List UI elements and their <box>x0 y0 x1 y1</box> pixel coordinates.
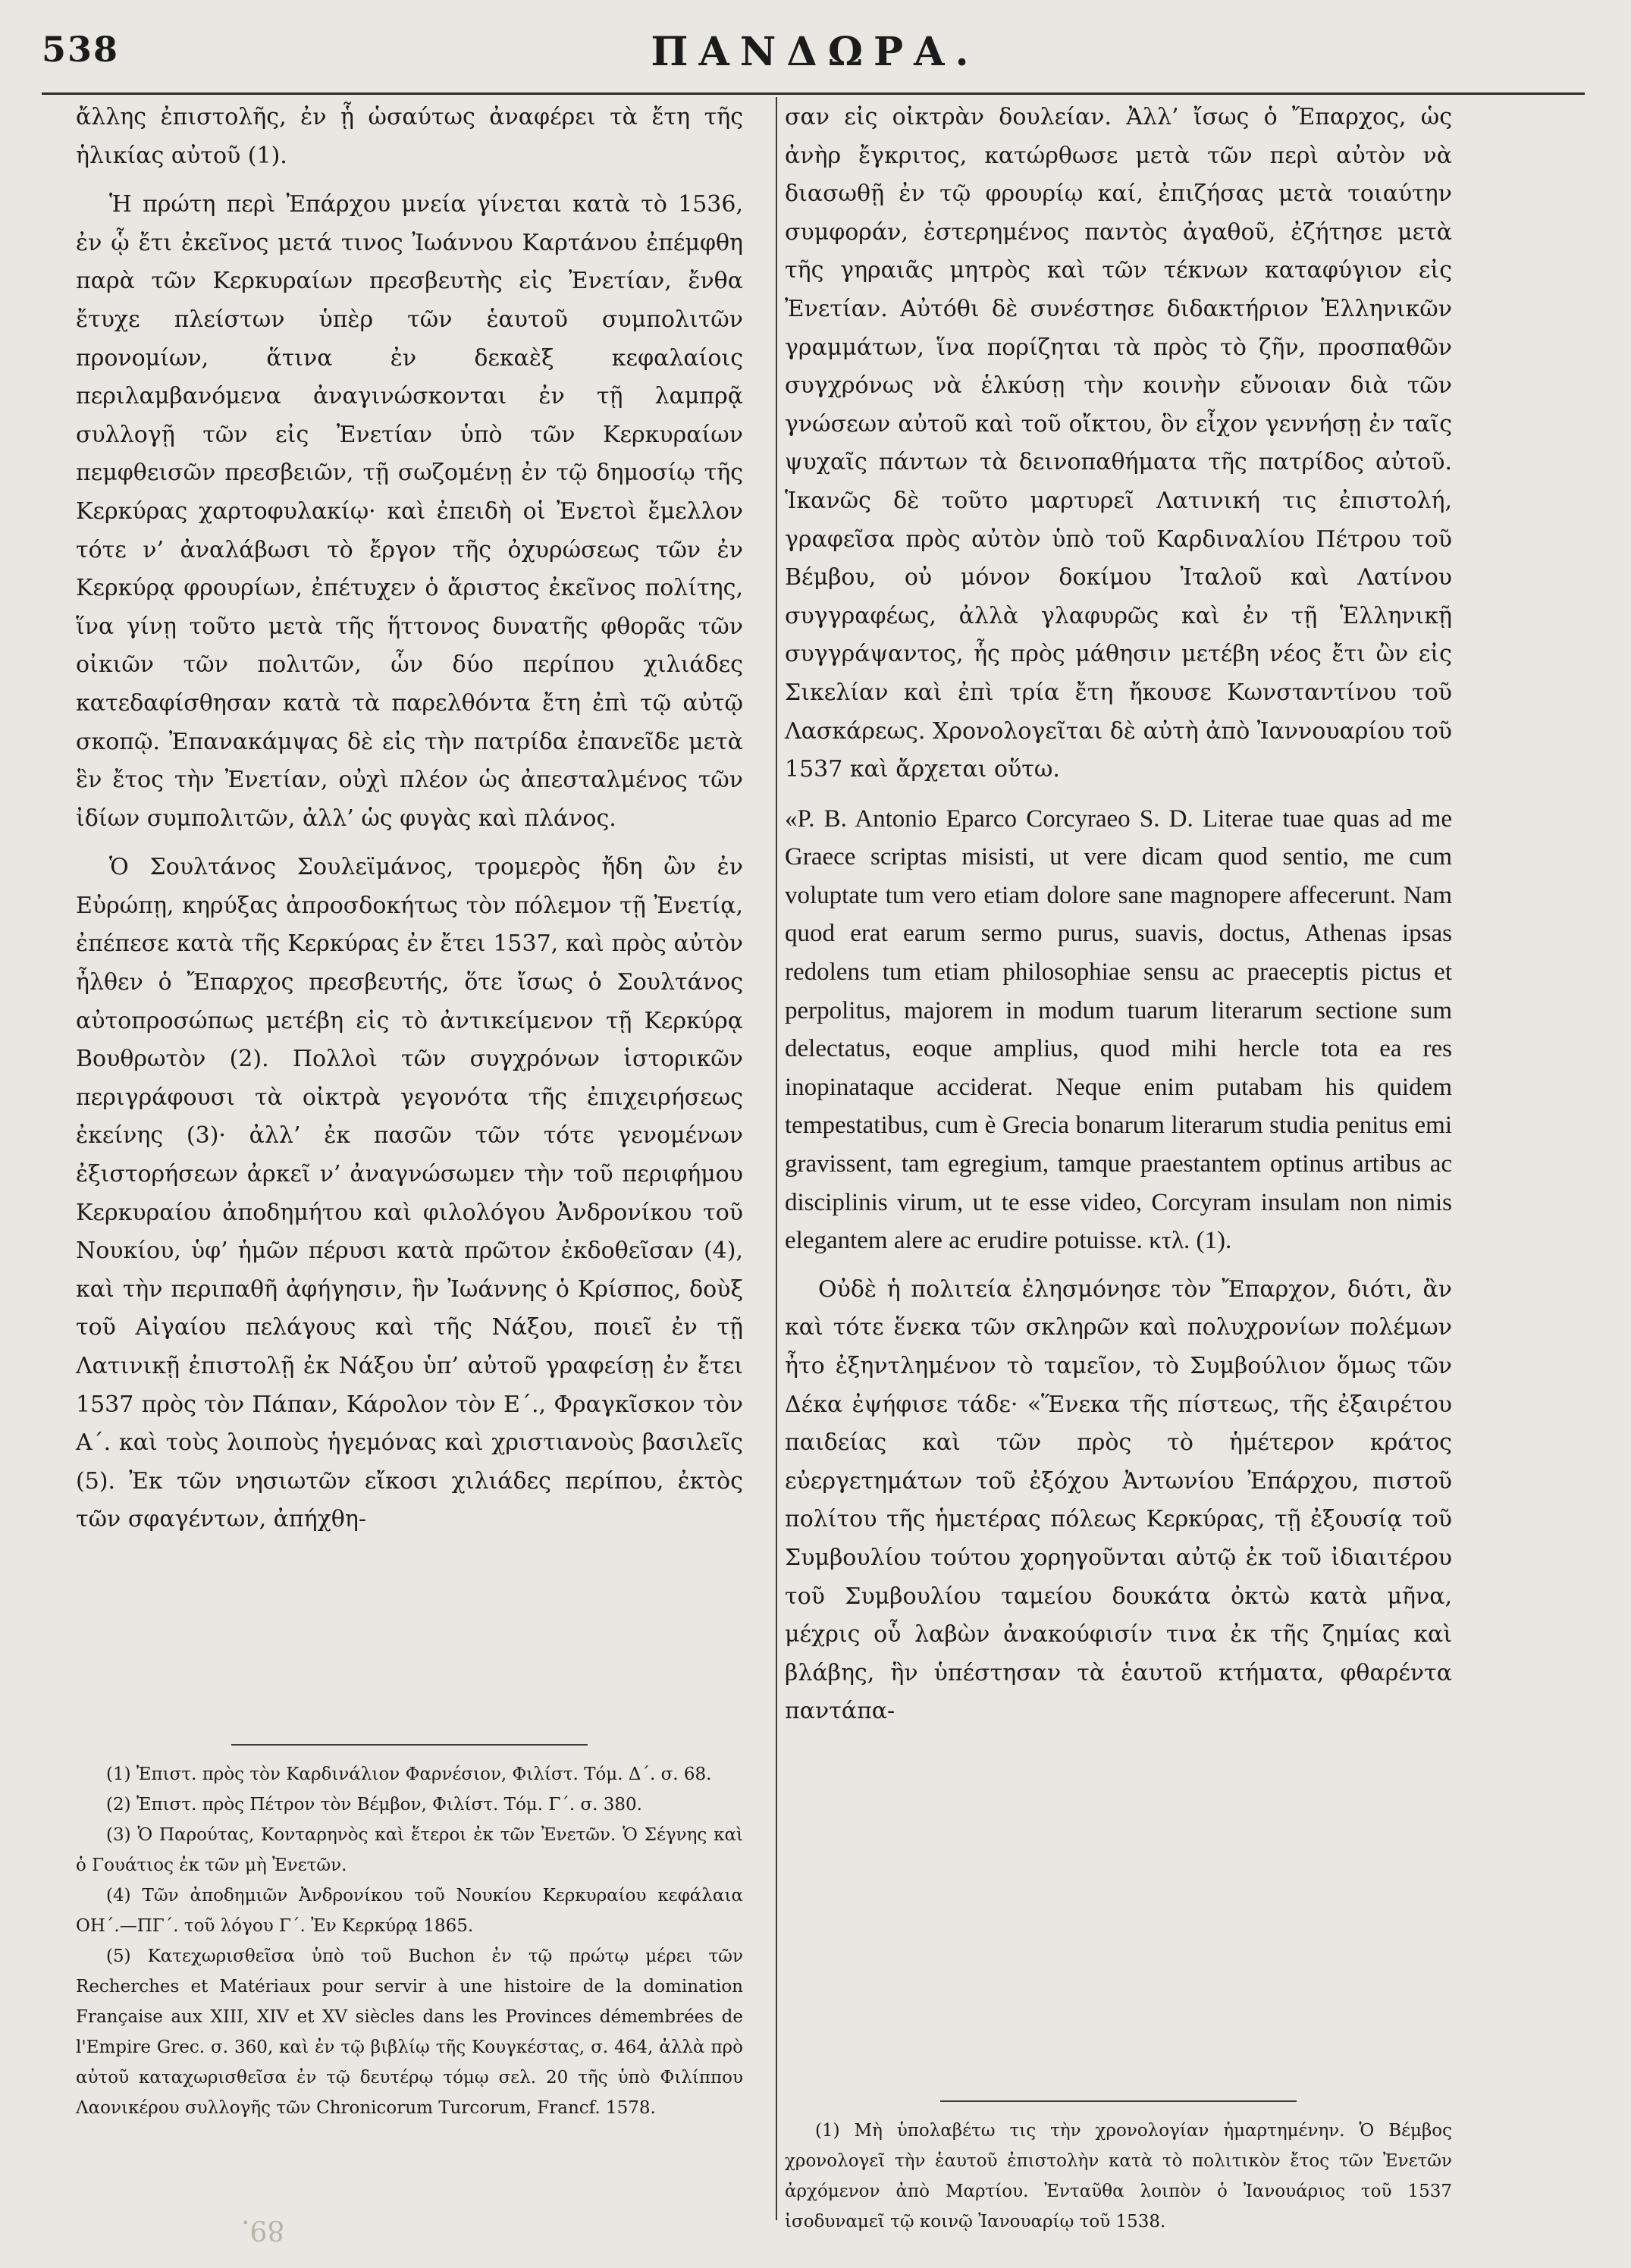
column-divider <box>776 97 777 2220</box>
left-column <box>76 99 743 1550</box>
header-rule <box>42 93 1585 95</box>
paragraph: Ὁ Σουλτάνος Σουλεϊμάνος, τρομερὸς ἤδη ὢν ἐν Εὐρώπῃ, κηρύξας ἀπροσδοκήτως τὸν πόλεμον τῇ Ἐνετίᾳ, ἐπέπεσε κατὰ τῆς Κερκύρας ἐν ἔτει 1537, καὶ πρὸς αὐτὸν ἦλθεν ὁ Ἔπαρχος πρεσβευτής, ὅτε ἴσως ὁ Σουλτάνος αὐτοπροσώπως μετέβη εἰς τὸ ἀντικείμενον τῇ Κερκύρᾳ Βουθρωτὸν (2). Πολλοὶ τῶν συγχρόνων ἱστορικῶν περιγράφουσι τὰ οἰκτρὰ γεγονότα τῆς ἐπιχειρήσεως ἐκείνης (3)· ἀλλ’ ἐκ πασῶν τῶν τότε γενομένων ἐξιστορήσεων ἀρκεῖ ν’ ἀναγνώσωμεν τὴν τοῦ περιφήμου Κερκυραίου ἀποδημήτου καὶ φιλολόγου Ἀνδρονίκου τοῦ Νουκίου, ὑφ’ ἡμῶν πέρυσι κατὰ πρῶτον ἐκδοθεῖσαν (4), καὶ τὴν περιπαθῆ ἀφήγησιν, ἣν Ἰωάννης ὁ Κρίσπος, δοὺξ τοῦ Αἰγαίου πελάγους καὶ τῆς Νάξου, ποιεῖ ἐν τῇ Λατινικῇ ἐπιστολῇ ἐκ Νάξου ὑπ’ αὐτοῦ γραφείσῃ ἐν ἔτει 1537 πρὸς τὸν Πάπαν, Κάρολον τὸν Ε΄., Φραγκῖσκον τὸν Α΄. καὶ τοὺς λοιποὺς ἡγεμόνας καὶ χριστιανοὺς βασιλεῖς (5). Ἐκ τῶν νησιωτῶν εἴκοσι χιλιάδες περίπου, ἐκτὸς τῶν σφαγέντων, ἀπήχθη- <box>76 854 743 1533</box>
running-title: ΠΑΝΔΩΡΑ. <box>651 29 980 75</box>
footnotes-right <box>785 2100 1452 2237</box>
footnote: (2) Ἐπιστ. πρὸς Πέτρον τὸν Βέμβον, Φιλίστ. Τόμ. Γ΄. σ. 380. <box>106 1795 642 1815</box>
footnote-rule <box>940 2100 1297 2102</box>
paragraph: ἄλλης ἐπιστολῆς, ἐν ᾗ ὡσαύτως ἀναφέρει τὰ ἔτη τῆς ἡλικίας αὐτοῦ (1). <box>76 104 743 169</box>
footnote: (5) Κατεχωρισθεῖσα ὑπὸ τοῦ Buchon ἐν τῷ πρώτῳ μέρει τῶν Recherches et Matériaux pour servir à une histoire de la domination Française aux XIII, XIV et XV siècles dans les Provinces démembrées de l'Empire Grec. σ. 360, καὶ ἐν τῷ βιβλίῳ τῆς Κουγκέστας, σ. 464, ἀλλὰ πρὸ αὐτοῦ καταχωρισθεῖσα ἐν τῷ δευτέρῳ τόμῳ σελ. 20 τῆς ὑπὸ Φιλίππου Λαονικέρου συλλογῆς τῶν Chronicorum Turcorum, Francf. 1578. <box>76 1946 743 2118</box>
page-header <box>42 29 1589 82</box>
footnote: (1) Ἐπιστ. πρὸς τὸν Καρδινάλιον Φαρνέσιον, Φιλίστ. Τόμ. Δ΄. σ. 68. <box>106 1765 712 1784</box>
right-column <box>785 99 1452 1742</box>
latin-quotation: «P. B. Antonio Eparco Corcyraeo S. D. Literae tuae quas ad me Graece scriptas misisti, ut vere dicam quod sentio, me cum voluptate tum vero etiam dolore sane magnopere affecerunt. Nam quod erat earum sermo purus, suavis, doctus, Athenas ipsas redolens tum etiam philosophiae sensu ac praeceptis pictus et perpolitus, majorem in modum tuarum literarum sectione sum delectatus, eoque amplius, quod mihi hercle tota ea res inopinataque acciderat. Neque enim putabam his quidem tempestatibus, cum è Grecia bonarum literarum studia penitus emi gravissent, tam egregium, tamque praestantem optinus artibus ac disciplinis virum, ut te esse video, Corcyram insulam non nimis elegantem alere ac erudire potuisse. κτλ. (1). <box>785 805 1452 1255</box>
paragraph: σαν εἰς οἰκτρὰν δουλείαν. Ἀλλ’ ἴσως ὁ Ἔπαρχος, ὡς ἀνὴρ ἔγκριτος, κατώρθωσε μετὰ τῶν περὶ αὐτὸν νὰ διασωθῇ ἐν τῷ φρουρίῳ καί, ἐπιζήσας μετὰ τοιαύτην συμφοράν, ἐστερημένος παντὸς ἀγαθοῦ, ἐζήτησε μετὰ τῆς γηραιᾶς μητρὸς καὶ τῶν τέκνων καταφύγιον εἰς Ἐνετίαν. Αὐτόθι δὲ συνέστησε διδακτήριον Ἑλληνικῶν γραμμάτων, ἵνα πορίζηται τὰ πρὸς τὸ ζῆν, προσπαθῶν συγχρόνως νὰ ἑλκύσῃ τὴν κοινὴν εὔνοιαν διὰ τῶν γνώσεων αὐτοῦ καὶ τοῦ οἴκτου, ὃν εἶχον γεννήσῃ ἐν ταῖς ψυχαῖς πάντων τὰ δεινοπαθήματα τῆς πατρίδος αὐτοῦ. Ἱκανῶς δὲ τοῦτο μαρτυρεῖ Λατινική τις ἐπιστολή, γραφεῖσα πρὸς αὐτὸν ὑπὸ τοῦ Καρδιναλίου Πέτρου τοῦ Βέμβου, οὐ μόνον δοκίμου Ἰταλοῦ καὶ Λατίνου συγγραφέως, ἀλλὰ γλαφυρῶς καὶ ἐν τῇ Ἑλληνικῇ συγγράψαντος, ἧς πρὸς μάθησιν μετέβη νέος ἔτι ὢν εἰς Σικελίαν καὶ ἐπὶ τρία ἔτη ἤκουσε Κωνσταντίνου τοῦ Λασκάρεως. Χρονολογεῖται δὲ αὐτὴ ἀπὸ Ἰαννουαρίου τοῦ 1537 καὶ ἄρχεται οὕτω. <box>785 104 1452 783</box>
footnote-rule <box>231 1744 588 1746</box>
paragraph: Οὐδὲ ἡ πολιτεία ἐλησμόνησε τὸν Ἔπαρχον, διότι, ἂν καὶ τότε ἕνεκα τῶν σκληρῶν καὶ πολυχρονίων πολέμων ἦτο ἐξηντλημένον τὸ ταμεῖον, τὸ Συμβούλιον ὅμως τῶν Δέκα ἐψήφισε τάδε· «Ἕνεκα τῆς πίστεως, τῆς ἐξαιρέτου παιδείας καὶ τῶν πρὸς τὸ ἡμέτερον κράτος εὐεργετημάτων τοῦ ἐξόχου Ἀντωνίου Ἐπάρχου, πιστοῦ πολίτου τῆς ἡμετέρας πόλεως Κερκύρας, τῇ ἐξουσίᾳ τοῦ Συμβουλίου τούτου χορηγοῦνται αὐτῷ ἐκ τοῦ ἰδιαιτέρου τοῦ Συμβουλίου ταμείου δουκάτα ὀκτὼ κατὰ μῆνα, μέχρις οὗ λαβὼν ἀνακούφισίν τινα ἐκ τῆς ζημίας καὶ βλάβης, ἣν ὑπέστησαν τὰ ἑαυτοῦ κτήματα, φθαρέντα παντάπα- <box>785 1275 1452 1725</box>
footnote: (3) Ὁ Παρούτας, Κονταρηνὸς καὶ ἕτεροι ἐκ τῶν Ἐνετῶν. Ὁ Σέγνης καὶ ὁ Γουάτιος ἐκ τῶν μὴ Ἐνετῶν. <box>76 1825 743 1875</box>
paragraph: Ἡ πρώτη περὶ Ἐπάρχου μνεία γίνεται κατὰ τὸ 1536, ἐν ᾧ ἔτι ἐκεῖνος μετά τινος Ἰωάννου Καρτάνου ἐπέμφθη παρὰ τῶν Κερκυραίων πρεσβευτὴς εἰς Ἐνετίαν, ἔνθα ἔτυχε πλείστων ὑπὲρ τῶν ἑαυτοῦ συμπολιτῶν προνομίων, ἅτινα ἐν δεκαὲξ κεφαλαίοις περιλαμβανόμενα ἀναγινώσκονται ἐν τῇ λαμπρᾷ συλλογῇ τῶν εἰς Ἐνετίαν ὑπὸ τῶν Κερκυραίων πεμφθεισῶν πρεσβειῶν, τῇ σωζομένῃ ἐν τῷ δημοσίῳ τῆς Κερκύρας χαρτοφυλακίῳ· καὶ ἐπειδὴ οἱ Ἐνετοὶ ἔμελλον τότε ν’ ἀναλάβωσι τὸ ἔργον τῆς ὀχυρώσεως τῶν ἐν Κερκύρᾳ φρουρίων, ἐπέτυχεν ὁ ἄριστος ἐκεῖνος πολίτης, ἵνα γίνῃ τοῦτο μετὰ τῆς ἥττονος δυνατῆς φθορᾶς τῶν οἰκιῶν τῶν πολιτῶν, ὧν δύο περίπου χιλιάδες κατεδαφίσθησαν κατὰ τὰ παρελθόντα ἔτη ἐπὶ τῷ αὐτῷ σκοπῷ. Ἐπανακάμψας δὲ εἰς τὴν πατρίδα ἐπανεῖδε μετὰ ἓν ἔτος τὴν Ἐνετίαν, οὐχὶ πλέον ὡς ἀπεσταλμένος τῶν ἰδίων συμπολιτῶν, ἀλλ’ ὡς φυγὰς καὶ πλάνος. <box>76 191 743 832</box>
footnote: (4) Τῶν ἀποδημιῶν Ἀνδρονίκου τοῦ Νουκίου Κερκυραίου κεφάλαια ΟΗ΄.—ΠΓ΄. τοῦ λόγου Γ΄. Ἐν Κερκύρᾳ 1865. <box>76 1886 743 1936</box>
footnotes-left <box>76 1744 743 2123</box>
footnote: (1) Μὴ ὑπολαβέτω τις τὴν χρονολογίαν ἡμαρτημένην. Ὁ Βέμβος χρονολογεῖ τὴν ἑαυτοῦ ἐπιστολὴν κατὰ τὸ πολιτικὸν ἔτος τῶν Ἐνετῶν ἀρχόμενον ἀπὸ Μαρτίου. Ἐνταῦθα λοιπὸν ὁ Ἰανουάριος τοῦ 1537 ἰσοδυναμεῖ τῷ κοινῷ Ἰανουαρίῳ τοῦ 1538. <box>785 2121 1452 2232</box>
page-number: 538 <box>42 29 120 70</box>
bleed-through-stamp: 89. <box>241 2214 285 2245</box>
